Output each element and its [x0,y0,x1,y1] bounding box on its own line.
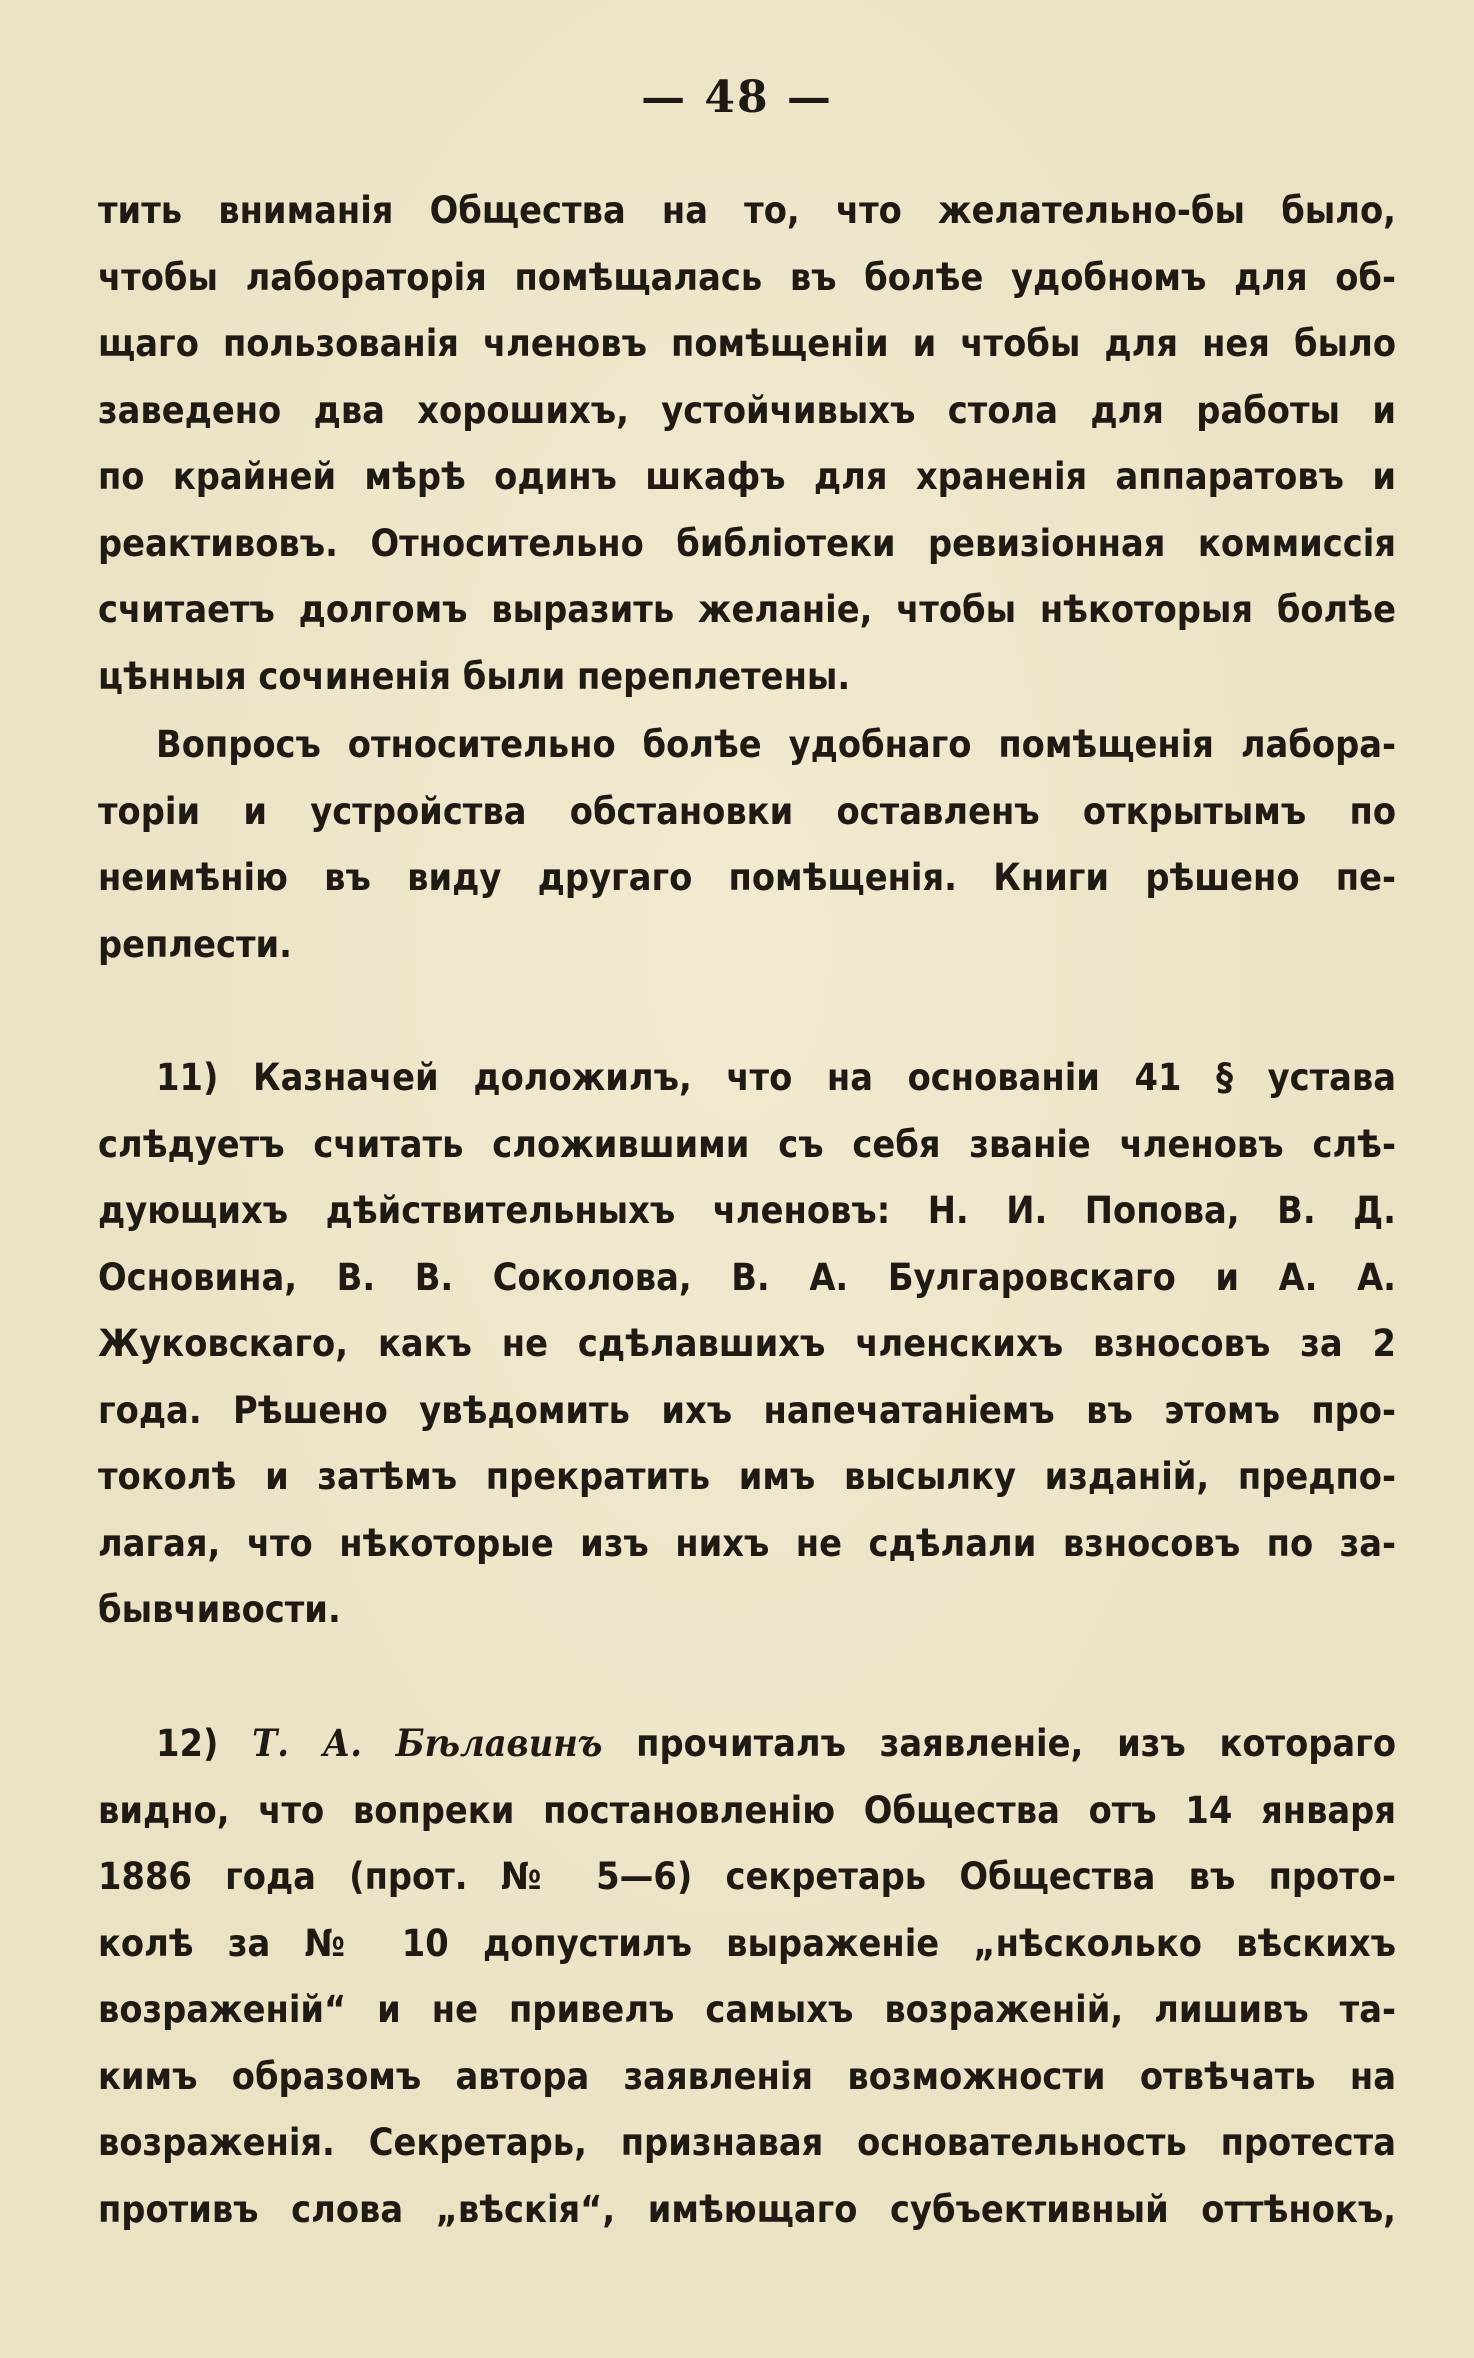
text-line: цѣнныя сочиненія были переплетены. [98,653,851,698]
page-number: — 48 — [641,72,833,123]
text-line: колѣ за № 10 допустилъ выраженіе „нѣсколько вѣскихъ [98,1920,1396,1965]
text-line: возраженій“ и не привелъ самыхъ возраженій, лишивъ та- [98,1987,1396,2031]
text-line: дующихъ дѣйствительныхъ членовъ: Н. И. Попова, В. Д. [98,1188,1396,1232]
text-line: кимъ образомъ автора заявленія возможности отвѣчать на [98,2053,1396,2098]
paragraph-item-12 [98,1710,1396,2242]
text-line: противъ слова „вѣскія“, имѣющаго субъективный оттѣнокъ, [98,2186,1396,2231]
paragraph-continuation [98,177,1396,709]
text-line: лагая, что нѣкоторые изъ нихъ не сдѣлали взносовъ по за- [98,1520,1396,1565]
text-line: неимѣнію въ виду другаго помѣщенія. Книги рѣшено пе- [98,855,1396,899]
text-line: видно, что вопреки постановленію Общества отъ 14 января [98,1787,1396,1832]
item-number: 12) [156,1721,253,1765]
text-line: щаго пользованія членовъ помѣщеніи и чтобы для нея было [98,321,1396,365]
person-name: Т. А. Бѣлавинъ [252,1721,603,1765]
text-line: 11) Казначей доложилъ, что на основаніи 41 § устава [156,1055,1396,1099]
paragraph-laboratory-decision [98,711,1396,977]
text-line: реактивовъ. Относительно библіотеки ревизіонная коммиссія [98,520,1396,565]
text-line: года. Рѣшено увѣдомить ихъ напечатаніемъ въ этомъ про- [98,1387,1396,1432]
text-line: токолѣ и затѣмъ прекратить имъ высылку изданій, предпо- [98,1454,1396,1498]
text-line: по крайней мѣрѣ одинъ шкафъ для храненія аппаратовъ и [98,454,1396,498]
text-line: слѣдуетъ считать сложившими съ себя званіе членовъ слѣ- [98,1121,1396,1166]
text-line: считаетъ долгомъ выразить желаніе, чтобы нѣкоторыя болѣе [98,587,1396,631]
text-line: реплести. [98,921,292,966]
text-line: возраженія. Секретарь, признавая основательность протеста [98,2120,1396,2164]
text-line: тить вниманія Общества на то, что желательно-бы было, [98,188,1396,232]
text-fragment: прочиталъ заявленіе, изъ котораго [602,1721,1396,1765]
text-line: Вопросъ относительно болѣе удобнаго помѣщенія лабора- [156,722,1396,766]
text-line: Основина, В. В. Соколова, В. А. Булгаровскаго и А. А. [98,1254,1396,1299]
text-line: 1886 года (прот. № 5—6) секретарь Общества въ прото- [98,1854,1396,1898]
paragraph-item-11 [98,1044,1396,1643]
text-line: бывчивости. [98,1587,341,1631]
text-line: заведено два хорошихъ, устойчивыхъ стола для работы и [98,387,1396,432]
text-line: торіи и устройства обстановки оставленъ открытымъ по [98,788,1396,833]
text-line: чтобы лабораторія помѣщалась въ болѣе удобномъ для об- [98,254,1396,299]
text-line: Жуковскаго, какъ не сдѣлавшихъ членскихъ взносовъ за 2 [98,1321,1396,1365]
text-line-first [98,1710,1396,1777]
